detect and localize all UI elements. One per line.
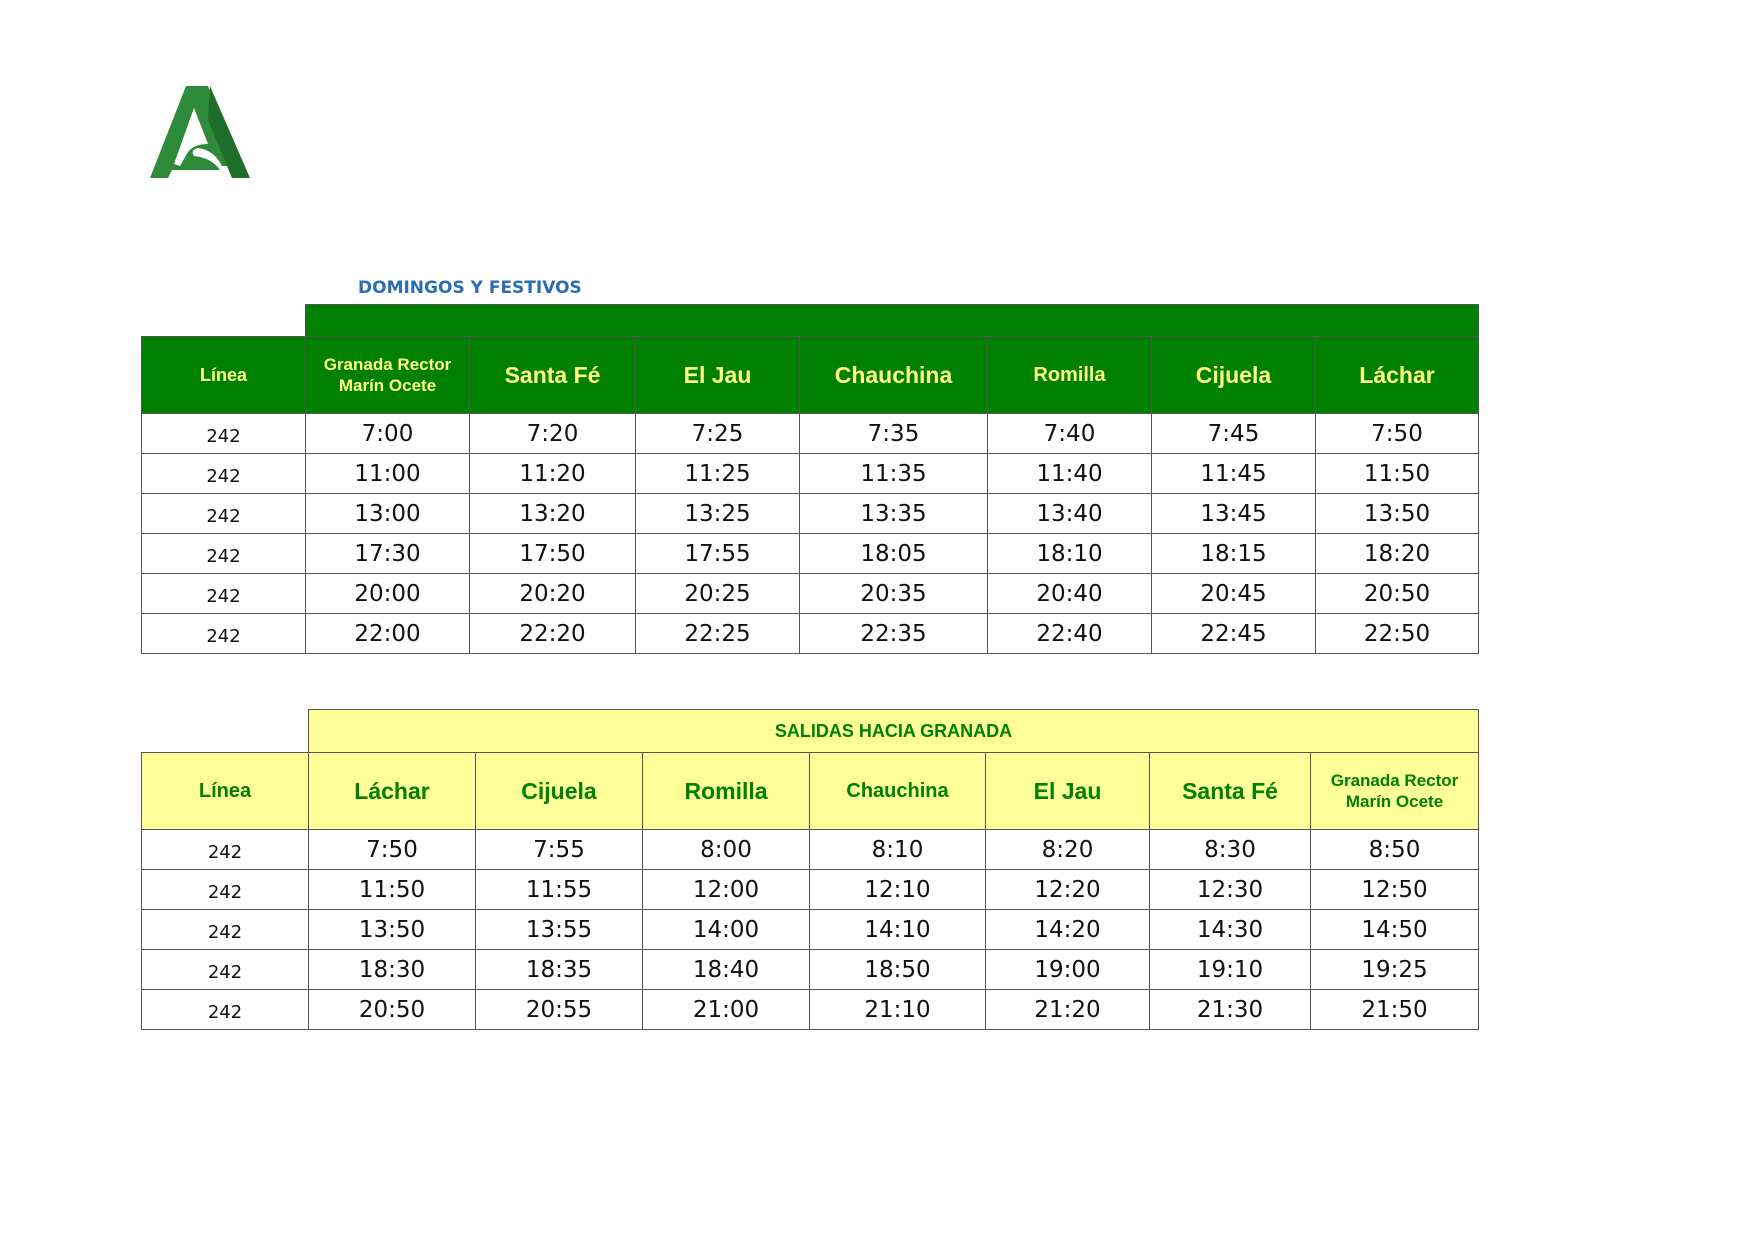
col-header-granada: Granada Rector Marín Ocete xyxy=(306,337,470,414)
cell-time: 21:30 xyxy=(1150,990,1311,1030)
cell-linea: 242 xyxy=(142,830,309,870)
table-row xyxy=(142,614,1479,654)
table-header-title: SALIDAS HACIA GRANADA xyxy=(309,710,1479,753)
cell-time: 18:05 xyxy=(800,534,988,574)
cell-time: 13:55 xyxy=(476,910,643,950)
cell-time: 7:45 xyxy=(1152,414,1316,454)
cell-time: 13:50 xyxy=(1316,494,1479,534)
table-top-bar xyxy=(142,305,1479,337)
col-header-romilla: Romilla xyxy=(988,337,1152,414)
cell-time: 12:00 xyxy=(643,870,810,910)
cell-linea: 242 xyxy=(142,950,309,990)
table-row xyxy=(142,990,1479,1030)
col-header-linea: Línea xyxy=(142,337,306,414)
table-row xyxy=(142,414,1479,454)
cell-time: 7:25 xyxy=(636,414,800,454)
cell-time: 18:30 xyxy=(309,950,476,990)
col-header-santa-fe: Santa Fé xyxy=(1150,753,1311,830)
cell-time: 19:00 xyxy=(986,950,1150,990)
col-header-chauchina: Chauchina xyxy=(800,337,988,414)
cell-time: 11:40 xyxy=(988,454,1152,494)
col-header-lachar: Láchar xyxy=(309,753,476,830)
table-row xyxy=(142,870,1479,910)
table-row xyxy=(142,950,1479,990)
cell-time: 7:50 xyxy=(1316,414,1479,454)
table-row xyxy=(142,534,1479,574)
cell-time: 20:40 xyxy=(988,574,1152,614)
cell-linea: 242 xyxy=(142,574,306,614)
cell-time: 12:10 xyxy=(810,870,986,910)
cell-time: 8:30 xyxy=(1150,830,1311,870)
cell-time: 11:50 xyxy=(309,870,476,910)
cell-time: 18:10 xyxy=(988,534,1152,574)
col-header-el-jau: El Jau xyxy=(986,753,1150,830)
cell-time: 21:10 xyxy=(810,990,986,1030)
cell-time: 13:40 xyxy=(988,494,1152,534)
table-row xyxy=(142,494,1479,534)
cell-time: 18:50 xyxy=(810,950,986,990)
table-header-title xyxy=(306,305,1479,337)
cell-time: 7:55 xyxy=(476,830,643,870)
cell-time: 12:30 xyxy=(1150,870,1311,910)
cell-time: 8:00 xyxy=(643,830,810,870)
cell-time: 20:50 xyxy=(1316,574,1479,614)
cell-time: 18:15 xyxy=(1152,534,1316,574)
cell-time: 13:25 xyxy=(636,494,800,534)
cell-time: 8:50 xyxy=(1311,830,1479,870)
cell-time: 18:40 xyxy=(643,950,810,990)
cell-time: 13:45 xyxy=(1152,494,1316,534)
col-header-granada: Granada Rector Marín Ocete xyxy=(1311,753,1479,830)
corner-blank xyxy=(142,305,306,337)
table-domingos-festivos xyxy=(141,304,1479,654)
cell-linea: 242 xyxy=(142,494,306,534)
cell-time: 7:40 xyxy=(988,414,1152,454)
cell-time: 21:50 xyxy=(1311,990,1479,1030)
cell-time: 11:50 xyxy=(1316,454,1479,494)
cell-time: 22:50 xyxy=(1316,614,1479,654)
cell-linea: 242 xyxy=(142,990,309,1030)
col-header-linea: Línea xyxy=(142,753,309,830)
cell-time: 14:10 xyxy=(810,910,986,950)
col-header-el-jau: El Jau xyxy=(636,337,800,414)
cell-time: 21:00 xyxy=(643,990,810,1030)
cell-time: 11:00 xyxy=(306,454,470,494)
cell-time: 8:20 xyxy=(986,830,1150,870)
cell-time: 11:20 xyxy=(470,454,636,494)
cell-time: 8:10 xyxy=(810,830,986,870)
cell-time: 20:35 xyxy=(800,574,988,614)
cell-time: 17:30 xyxy=(306,534,470,574)
cell-time: 14:30 xyxy=(1150,910,1311,950)
cell-time: 21:20 xyxy=(986,990,1150,1030)
cell-time: 22:35 xyxy=(800,614,988,654)
cell-linea: 242 xyxy=(142,910,309,950)
table-row xyxy=(142,910,1479,950)
cell-time: 11:25 xyxy=(636,454,800,494)
col-header-cijuela: Cijuela xyxy=(1152,337,1316,414)
table-salidas-granada xyxy=(141,709,1479,1030)
cell-linea: 242 xyxy=(142,454,306,494)
cell-time: 12:20 xyxy=(986,870,1150,910)
cell-time: 20:00 xyxy=(306,574,470,614)
cell-time: 17:50 xyxy=(470,534,636,574)
cell-time: 7:00 xyxy=(306,414,470,454)
cell-linea: 242 xyxy=(142,870,309,910)
cell-time: 18:20 xyxy=(1316,534,1479,574)
col-header-chauchina: Chauchina xyxy=(810,753,986,830)
cell-time: 7:50 xyxy=(309,830,476,870)
cell-time: 20:25 xyxy=(636,574,800,614)
cell-time: 20:55 xyxy=(476,990,643,1030)
cell-time: 14:50 xyxy=(1311,910,1479,950)
cell-time: 19:25 xyxy=(1311,950,1479,990)
cell-time: 13:00 xyxy=(306,494,470,534)
cell-time: 20:45 xyxy=(1152,574,1316,614)
section-title: DOMINGOS Y FESTIVOS xyxy=(358,278,582,298)
table-header-row xyxy=(142,337,1479,414)
table-header-row xyxy=(142,753,1479,830)
cell-time: 7:35 xyxy=(800,414,988,454)
cell-time: 11:45 xyxy=(1152,454,1316,494)
cell-time: 13:35 xyxy=(800,494,988,534)
cell-linea: 242 xyxy=(142,534,306,574)
table-top-bar xyxy=(142,710,1479,753)
cell-time: 20:20 xyxy=(470,574,636,614)
table-row xyxy=(142,830,1479,870)
col-header-romilla: Romilla xyxy=(643,753,810,830)
cell-time: 14:00 xyxy=(643,910,810,950)
junta-andalucia-logo-icon xyxy=(150,86,250,178)
col-header-cijuela: Cijuela xyxy=(476,753,643,830)
cell-time: 20:50 xyxy=(309,990,476,1030)
col-header-santa-fe: Santa Fé xyxy=(470,337,636,414)
cell-time: 13:20 xyxy=(470,494,636,534)
cell-time: 22:45 xyxy=(1152,614,1316,654)
cell-linea: 242 xyxy=(142,614,306,654)
cell-time: 22:25 xyxy=(636,614,800,654)
cell-time: 14:20 xyxy=(986,910,1150,950)
corner-blank xyxy=(142,710,309,753)
cell-time: 11:55 xyxy=(476,870,643,910)
cell-time: 22:40 xyxy=(988,614,1152,654)
cell-time: 7:20 xyxy=(470,414,636,454)
table-row xyxy=(142,574,1479,614)
col-header-lachar: Láchar xyxy=(1316,337,1479,414)
cell-time: 18:35 xyxy=(476,950,643,990)
cell-time: 12:50 xyxy=(1311,870,1479,910)
cell-time: 22:00 xyxy=(306,614,470,654)
cell-time: 19:10 xyxy=(1150,950,1311,990)
cell-linea: 242 xyxy=(142,414,306,454)
cell-time: 22:20 xyxy=(470,614,636,654)
cell-time: 11:35 xyxy=(800,454,988,494)
table-row xyxy=(142,454,1479,494)
cell-time: 17:55 xyxy=(636,534,800,574)
cell-time: 13:50 xyxy=(309,910,476,950)
